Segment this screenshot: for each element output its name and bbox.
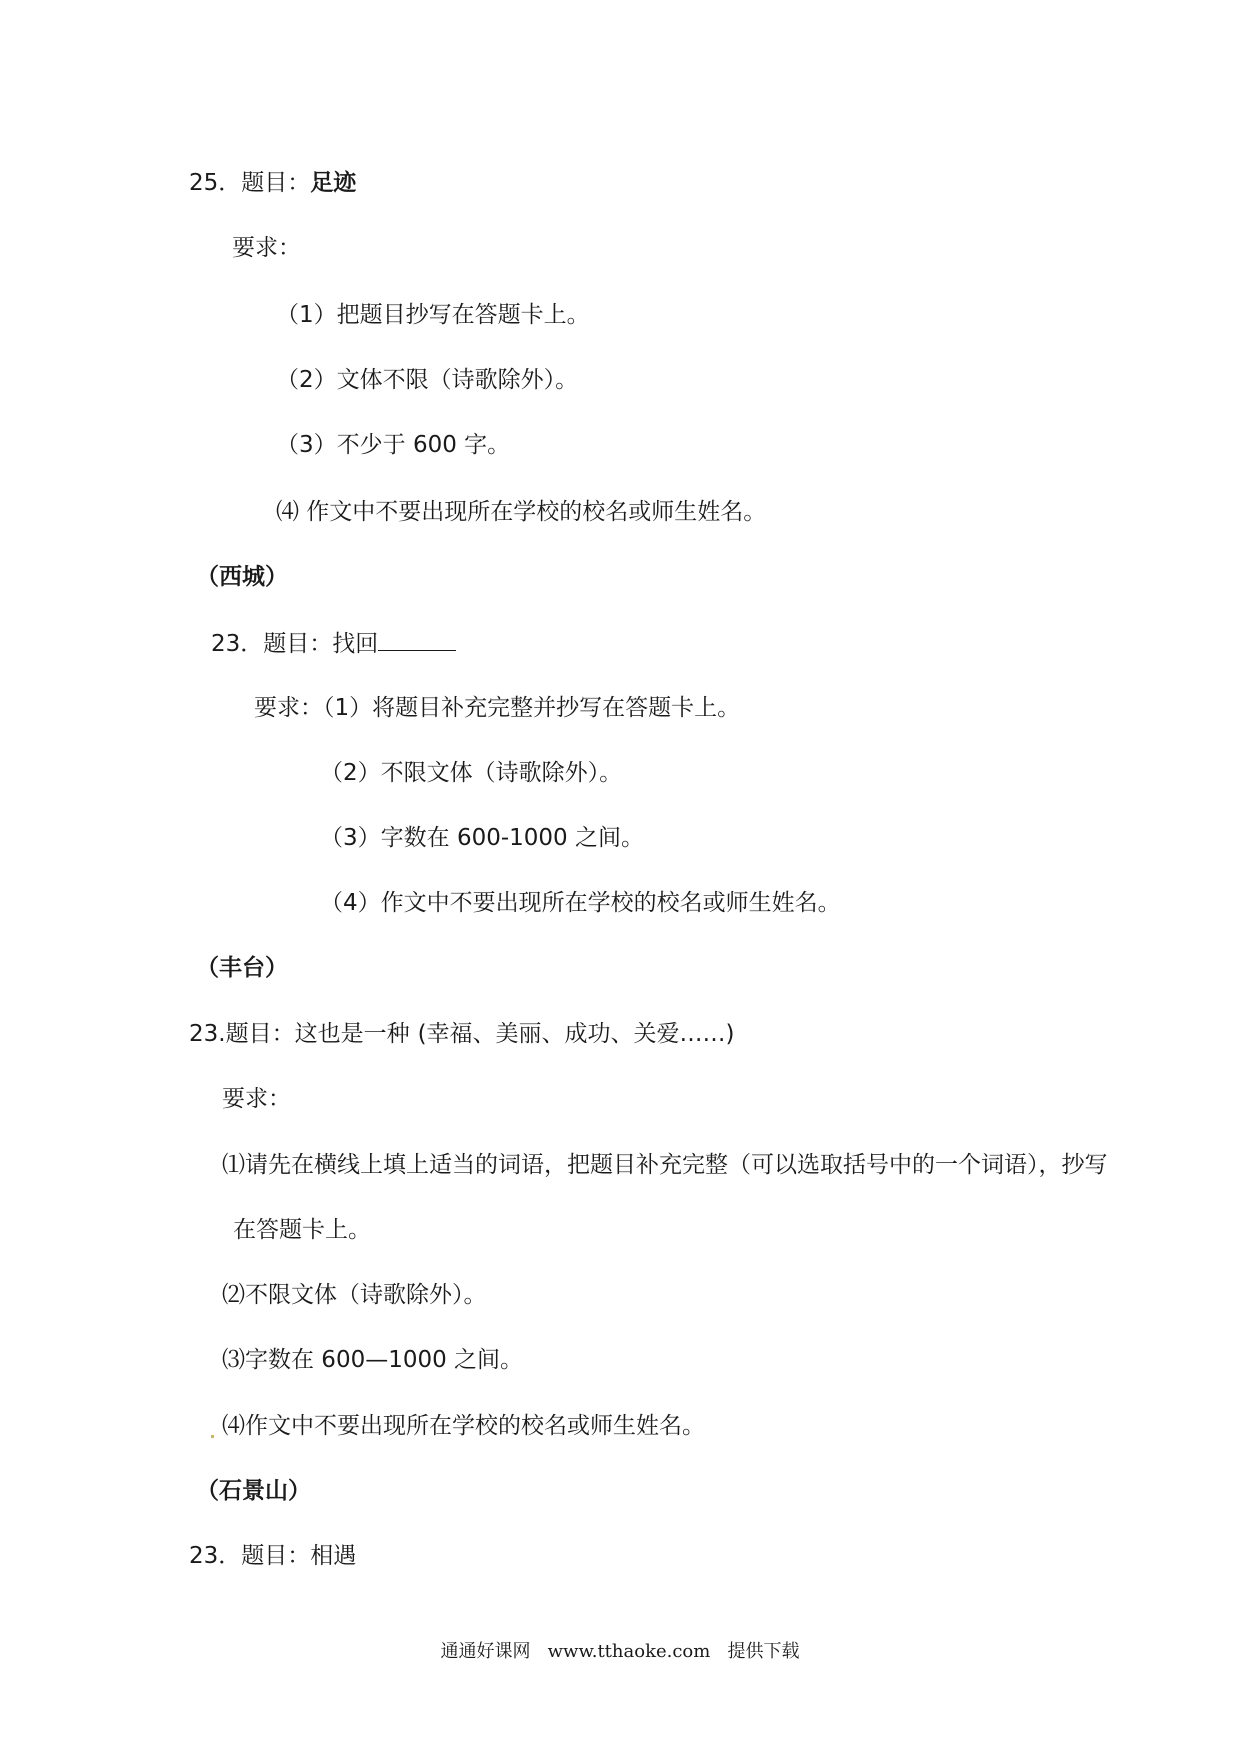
requirement-item: （2）文体不限（诗歌除外）。 bbox=[276, 367, 579, 393]
requirement-item: （3）不少于 600 字。 bbox=[276, 432, 511, 458]
requirement-item: ⑵不限文体（诗歌除外）。 bbox=[222, 1282, 487, 1308]
title-topic: 足迹 bbox=[310, 170, 357, 196]
requirement-item-continued: 在答题卡上。 bbox=[233, 1217, 371, 1243]
requirement-item: ⑷ 作文中不要出现所在学校的校名或师生姓名。 bbox=[276, 499, 767, 525]
requirement-first-line bbox=[254, 693, 740, 723]
requirement-item: （4）作文中不要出现所在学校的校名或师生姓名。 bbox=[320, 890, 841, 916]
stray-mark bbox=[211, 1435, 214, 1438]
region-heading-shijingshan: （石景山） bbox=[196, 1478, 311, 1504]
title-hint: (幸福、美丽、成功、关爱……) bbox=[417, 1021, 735, 1047]
essay-title-25 bbox=[189, 168, 356, 198]
essay-title-23-fengtai bbox=[189, 1019, 735, 1049]
title-prefix: 25．题目： bbox=[189, 170, 311, 196]
requirement-item: （1）将题目补充完整并抄写在答题卡上。 bbox=[323, 695, 741, 721]
fill-in-blank bbox=[378, 628, 456, 651]
essay-title-23-xicheng bbox=[211, 628, 456, 658]
requirements-label: 要求： bbox=[232, 235, 301, 261]
region-heading-xicheng: （西城） bbox=[196, 564, 288, 590]
requirements-label: 要求： bbox=[254, 695, 323, 721]
requirement-item: （2）不限文体（诗歌除外）。 bbox=[320, 760, 623, 786]
requirement-item: （3）字数在 600-1000 之间。 bbox=[320, 825, 644, 851]
region-heading-fengtai: （丰台） bbox=[196, 955, 288, 981]
title-prefix: 23.题目：这也是一种 bbox=[189, 1021, 410, 1047]
requirement-item: （1）把题目抄写在答题卡上。 bbox=[276, 302, 590, 328]
essay-title-23-shijingshan: 23．题目：相遇 bbox=[189, 1543, 357, 1569]
requirement-item: ⑴请先在横线上填上适当的词语，把题目补充完整（可以选取括号中的一个词语），抄写 bbox=[222, 1152, 1108, 1178]
title-prefix: 23．题目：找回 bbox=[211, 631, 379, 657]
requirements-label: 要求： bbox=[222, 1086, 291, 1112]
requirement-item: ⑶字数在 600—1000 之间。 bbox=[222, 1347, 524, 1373]
page-footer: 通通好课网 www.tthaoke.com 提供下载 bbox=[440, 1641, 800, 1662]
requirement-item: ⑷作文中不要出现所在学校的校名或师生姓名。 bbox=[222, 1413, 705, 1439]
